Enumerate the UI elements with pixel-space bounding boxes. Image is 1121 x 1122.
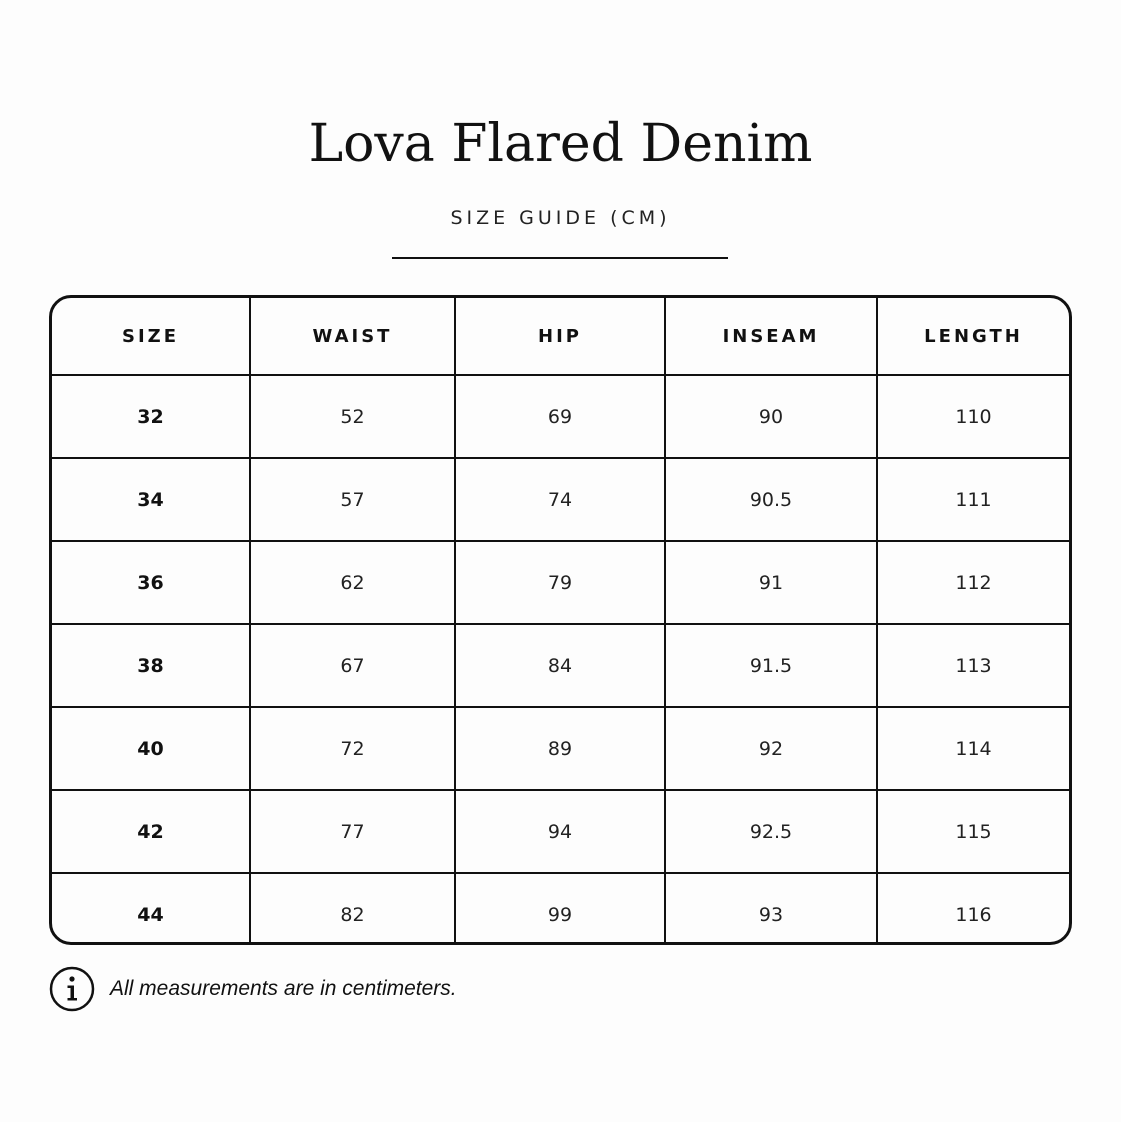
cell-hip: 89 bbox=[455, 707, 665, 790]
header-length: LENGTH bbox=[877, 298, 1069, 375]
info-icon bbox=[49, 966, 95, 1012]
cell-hip: 94 bbox=[455, 790, 665, 873]
cell-length: 110 bbox=[877, 375, 1069, 458]
cell-inseam: 90.5 bbox=[665, 458, 877, 541]
cell-waist: 62 bbox=[250, 541, 455, 624]
header-size: SIZE bbox=[52, 298, 250, 375]
cell-hip: 74 bbox=[455, 458, 665, 541]
cell-length: 112 bbox=[877, 541, 1069, 624]
table-header-row bbox=[52, 298, 1069, 375]
cell-inseam: 93 bbox=[665, 873, 877, 945]
table-row bbox=[52, 541, 1069, 624]
size-guide-table bbox=[49, 295, 1072, 945]
table-row bbox=[52, 790, 1069, 873]
cell-length: 116 bbox=[877, 873, 1069, 945]
cell-inseam: 92 bbox=[665, 707, 877, 790]
cell-inseam: 90 bbox=[665, 375, 877, 458]
cell-length: 115 bbox=[877, 790, 1069, 873]
cell-size: 34 bbox=[52, 458, 250, 541]
cell-inseam: 91 bbox=[665, 541, 877, 624]
table-row bbox=[52, 624, 1069, 707]
cell-inseam: 91.5 bbox=[665, 624, 877, 707]
cell-length: 111 bbox=[877, 458, 1069, 541]
cell-size: 40 bbox=[52, 707, 250, 790]
cell-waist: 57 bbox=[250, 458, 455, 541]
table-row bbox=[52, 375, 1069, 458]
cell-hip: 84 bbox=[455, 624, 665, 707]
cell-waist: 72 bbox=[250, 707, 455, 790]
cell-inseam: 92.5 bbox=[665, 790, 877, 873]
header-inseam: INSEAM bbox=[665, 298, 877, 375]
measurement-note bbox=[49, 966, 457, 1012]
cell-size: 36 bbox=[52, 541, 250, 624]
cell-size: 42 bbox=[52, 790, 250, 873]
header-hip: HIP bbox=[455, 298, 665, 375]
header-waist: WAIST bbox=[250, 298, 455, 375]
cell-waist: 52 bbox=[250, 375, 455, 458]
cell-hip: 79 bbox=[455, 541, 665, 624]
cell-size: 44 bbox=[52, 873, 250, 945]
cell-length: 113 bbox=[877, 624, 1069, 707]
title-divider bbox=[392, 257, 728, 259]
table-row bbox=[52, 707, 1069, 790]
page-subtitle: SIZE GUIDE (CM) bbox=[450, 207, 671, 229]
cell-hip: 99 bbox=[455, 873, 665, 945]
cell-length: 114 bbox=[877, 707, 1069, 790]
cell-size: 32 bbox=[52, 375, 250, 458]
note-text: All measurements are in centimeters. bbox=[110, 977, 457, 1000]
table-row bbox=[52, 873, 1069, 945]
cell-hip: 69 bbox=[455, 375, 665, 458]
cell-waist: 67 bbox=[250, 624, 455, 707]
cell-waist: 82 bbox=[250, 873, 455, 945]
cell-waist: 77 bbox=[250, 790, 455, 873]
page-title: Lova Flared Denim bbox=[308, 114, 813, 174]
cell-size: 38 bbox=[52, 624, 250, 707]
table-row bbox=[52, 458, 1069, 541]
